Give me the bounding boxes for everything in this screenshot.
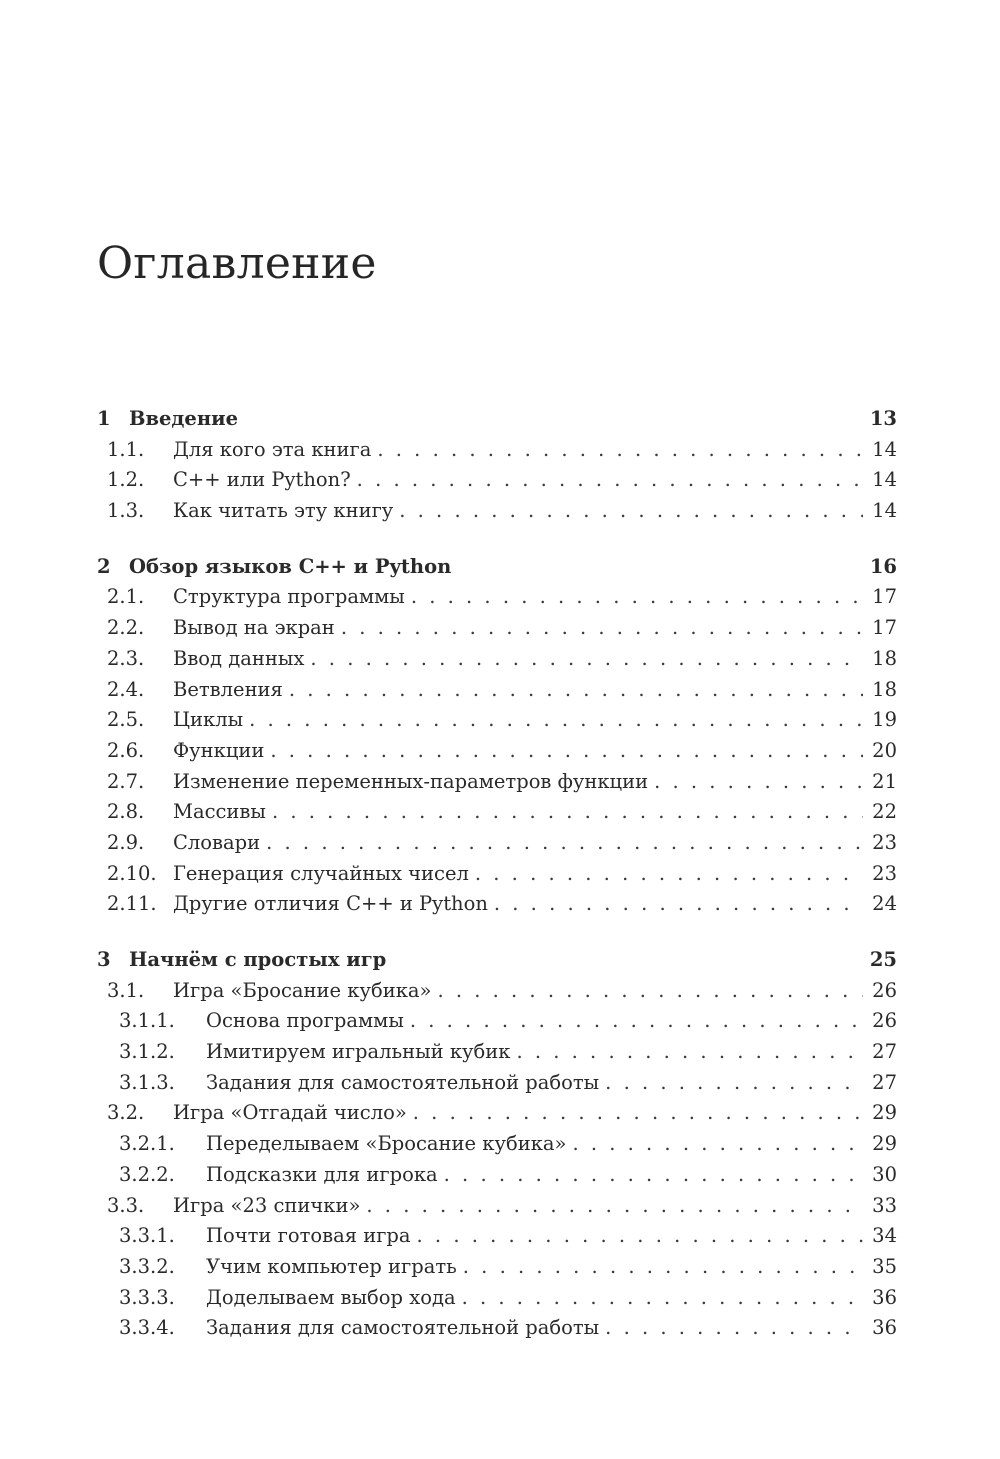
section-title: Генерация случайных чисел bbox=[173, 861, 469, 885]
dot-leader bbox=[410, 1009, 863, 1032]
page-number: 16 bbox=[869, 554, 897, 578]
section-number: 2.1. bbox=[107, 585, 145, 609]
toc-entry[interactable] bbox=[97, 1132, 897, 1163]
toc-entry[interactable] bbox=[97, 1071, 897, 1102]
page-number: 36 bbox=[872, 1285, 897, 1309]
page-number: 19 bbox=[872, 708, 897, 732]
page-number: 18 bbox=[872, 677, 897, 701]
chapter-heading[interactable] bbox=[97, 555, 897, 586]
section-title: Игра «Бросание кубика» bbox=[173, 978, 432, 1002]
dot-leader bbox=[654, 770, 863, 793]
toc-entry[interactable] bbox=[97, 979, 897, 1010]
section-title: Массивы bbox=[173, 800, 266, 824]
dot-leader bbox=[605, 1316, 863, 1339]
page-number: 36 bbox=[872, 1316, 897, 1340]
chapter-heading[interactable] bbox=[97, 407, 897, 438]
dot-leader bbox=[475, 862, 863, 885]
page-number: 29 bbox=[872, 1101, 897, 1125]
subsection-number: 3.3.3. bbox=[119, 1285, 175, 1309]
page-number: 30 bbox=[872, 1162, 897, 1186]
page-number: 17 bbox=[872, 616, 897, 640]
subsection-number: 3.1.3. bbox=[119, 1070, 175, 1094]
section-number: 2.4. bbox=[107, 677, 145, 701]
page-number: 27 bbox=[872, 1040, 897, 1064]
toc-entry[interactable] bbox=[97, 1286, 897, 1317]
section-number: 2.11. bbox=[107, 892, 157, 916]
toc-entry[interactable] bbox=[97, 708, 897, 739]
subsection-number: 3.2.2. bbox=[119, 1162, 175, 1186]
toc-entry[interactable] bbox=[97, 862, 897, 893]
section-title: Циклы bbox=[173, 708, 244, 732]
subsection-number: 3.3.1. bbox=[119, 1224, 175, 1248]
toc-entry[interactable] bbox=[97, 1101, 897, 1132]
page-number: 23 bbox=[872, 861, 897, 885]
toc-entry[interactable] bbox=[97, 831, 897, 862]
dot-leader bbox=[463, 1255, 863, 1278]
chapter-heading[interactable] bbox=[97, 948, 897, 979]
section-title: Функции bbox=[173, 738, 265, 762]
section-title: Игра «Отгадай число» bbox=[173, 1101, 407, 1125]
toc-entry[interactable] bbox=[97, 770, 897, 801]
section-number: 2.6. bbox=[107, 738, 145, 762]
toc-entry[interactable] bbox=[97, 1224, 897, 1255]
subsection-title: Переделываем «Бросание кубика» bbox=[206, 1132, 567, 1156]
section-number: 3.3. bbox=[107, 1193, 145, 1217]
section-number: 1.1. bbox=[107, 437, 145, 461]
page-number: 13 bbox=[869, 407, 897, 430]
page-number: 26 bbox=[872, 978, 897, 1002]
section-number: 2.8. bbox=[107, 800, 145, 824]
section-number: 1.2. bbox=[107, 468, 145, 492]
dot-leader bbox=[462, 1286, 863, 1309]
chapter-2 bbox=[97, 555, 897, 923]
dot-leader bbox=[417, 1224, 863, 1247]
table-of-contents bbox=[97, 407, 897, 1372]
section-title: Как читать эту книгу bbox=[173, 499, 394, 523]
page-number: 22 bbox=[872, 800, 897, 824]
page-number: 23 bbox=[872, 830, 897, 854]
chapter-number: 3 bbox=[97, 948, 111, 971]
dot-leader bbox=[411, 585, 863, 608]
dot-leader bbox=[366, 1194, 863, 1217]
dot-leader bbox=[516, 1040, 863, 1063]
section-number: 1.3. bbox=[107, 499, 145, 523]
toc-entry[interactable] bbox=[97, 739, 897, 770]
dot-leader bbox=[437, 979, 863, 1002]
toc-entry[interactable] bbox=[97, 1009, 897, 1040]
subsection-number: 3.1.1. bbox=[119, 1009, 175, 1033]
page-number: 14 bbox=[872, 437, 897, 461]
page-number: 35 bbox=[872, 1254, 897, 1278]
toc-entry[interactable] bbox=[97, 585, 897, 616]
page-title: Оглавление bbox=[97, 238, 377, 289]
dot-leader bbox=[572, 1132, 863, 1155]
section-title: Структура программы bbox=[173, 585, 405, 609]
toc-entry[interactable] bbox=[97, 800, 897, 831]
toc-entry[interactable] bbox=[97, 1194, 897, 1225]
page-number: 26 bbox=[872, 1009, 897, 1033]
page-number: 17 bbox=[872, 585, 897, 609]
section-title: Ввод данных bbox=[173, 646, 305, 670]
section-title: Ветвления bbox=[173, 677, 283, 701]
section-number: 2.3. bbox=[107, 646, 145, 670]
subsection-title: Почти готовая игра bbox=[206, 1224, 411, 1248]
dot-leader bbox=[249, 708, 863, 731]
subsection-number: 3.3.2. bbox=[119, 1254, 175, 1278]
chapter-title: Начнём с простых игр bbox=[129, 948, 387, 971]
section-title: Изменение переменных-параметров функции bbox=[173, 769, 649, 793]
page-number: 20 bbox=[872, 738, 897, 762]
section-title: Для кого эта книга bbox=[173, 437, 372, 461]
section-number: 2.5. bbox=[107, 708, 145, 732]
dot-leader bbox=[270, 739, 863, 762]
subsection-number: 3.3.4. bbox=[119, 1316, 175, 1340]
dot-leader bbox=[413, 1101, 863, 1124]
section-title: Вывод на экран bbox=[173, 616, 335, 640]
chapter-title: Обзор языков C++ и Python bbox=[129, 554, 452, 578]
toc-entry[interactable] bbox=[97, 892, 897, 923]
page-number: 29 bbox=[872, 1132, 897, 1156]
toc-entry[interactable] bbox=[97, 678, 897, 709]
dot-leader bbox=[444, 1163, 863, 1186]
section-title: C++ или Python? bbox=[173, 468, 351, 492]
section-number: 3.1. bbox=[107, 978, 145, 1002]
toc-entry[interactable] bbox=[97, 468, 897, 499]
page-number: 14 bbox=[872, 499, 897, 523]
section-title: Игра «23 спички» bbox=[173, 1193, 361, 1217]
page-number: 34 bbox=[872, 1224, 897, 1248]
dot-leader bbox=[266, 831, 863, 854]
dot-leader bbox=[289, 678, 863, 701]
toc-entry[interactable] bbox=[97, 647, 897, 678]
section-number: 2.10. bbox=[107, 861, 157, 885]
subsection-title: Доделываем выбор хода bbox=[206, 1285, 456, 1309]
subsection-title: Имитируем игральный кубик bbox=[206, 1040, 511, 1064]
chapter-3 bbox=[97, 948, 897, 1347]
subsection-title: Задания для самостоятельной работы bbox=[206, 1070, 600, 1094]
subsection-title: Подсказки для игрока bbox=[206, 1162, 438, 1186]
page-number: 33 bbox=[872, 1193, 897, 1217]
chapter-number: 1 bbox=[97, 407, 111, 430]
dot-leader bbox=[341, 616, 863, 639]
section-number: 2.7. bbox=[107, 769, 145, 793]
toc-entry[interactable] bbox=[97, 438, 897, 469]
chapter-title: Введение bbox=[129, 407, 238, 430]
section-number: 2.2. bbox=[107, 616, 145, 640]
section-title: Другие отличия C++ и Python bbox=[173, 892, 488, 916]
page-number: 14 bbox=[872, 468, 897, 492]
subsection-number: 3.1.2. bbox=[119, 1040, 175, 1064]
toc-entry[interactable] bbox=[97, 616, 897, 647]
page-number: 21 bbox=[872, 769, 897, 793]
toc-entry[interactable] bbox=[97, 1040, 897, 1071]
dot-leader bbox=[399, 499, 863, 522]
dot-leader bbox=[310, 647, 863, 670]
chapter-1 bbox=[97, 407, 897, 530]
dot-leader bbox=[357, 468, 863, 491]
page-number: 27 bbox=[872, 1070, 897, 1094]
page-number: 25 bbox=[869, 948, 897, 971]
section-number: 2.9. bbox=[107, 830, 145, 854]
subsection-title: Основа программы bbox=[206, 1009, 404, 1033]
toc-entry[interactable] bbox=[97, 1163, 897, 1194]
chapter-number: 2 bbox=[97, 554, 111, 578]
section-title: Словари bbox=[173, 830, 261, 854]
toc-entry[interactable] bbox=[97, 1316, 897, 1347]
subsection-number: 3.2.1. bbox=[119, 1132, 175, 1156]
dot-leader bbox=[272, 800, 863, 823]
subsection-title: Задания для самостоятельной работы bbox=[206, 1316, 600, 1340]
toc-entry[interactable] bbox=[97, 499, 897, 530]
subsection-title: Учим компьютер играть bbox=[206, 1254, 457, 1278]
toc-entry[interactable] bbox=[97, 1255, 897, 1286]
dot-leader bbox=[605, 1071, 863, 1094]
page-number: 18 bbox=[872, 646, 897, 670]
dot-leader bbox=[377, 438, 863, 461]
section-number: 3.2. bbox=[107, 1101, 145, 1125]
dot-leader bbox=[494, 892, 863, 915]
page-number: 24 bbox=[872, 892, 897, 916]
